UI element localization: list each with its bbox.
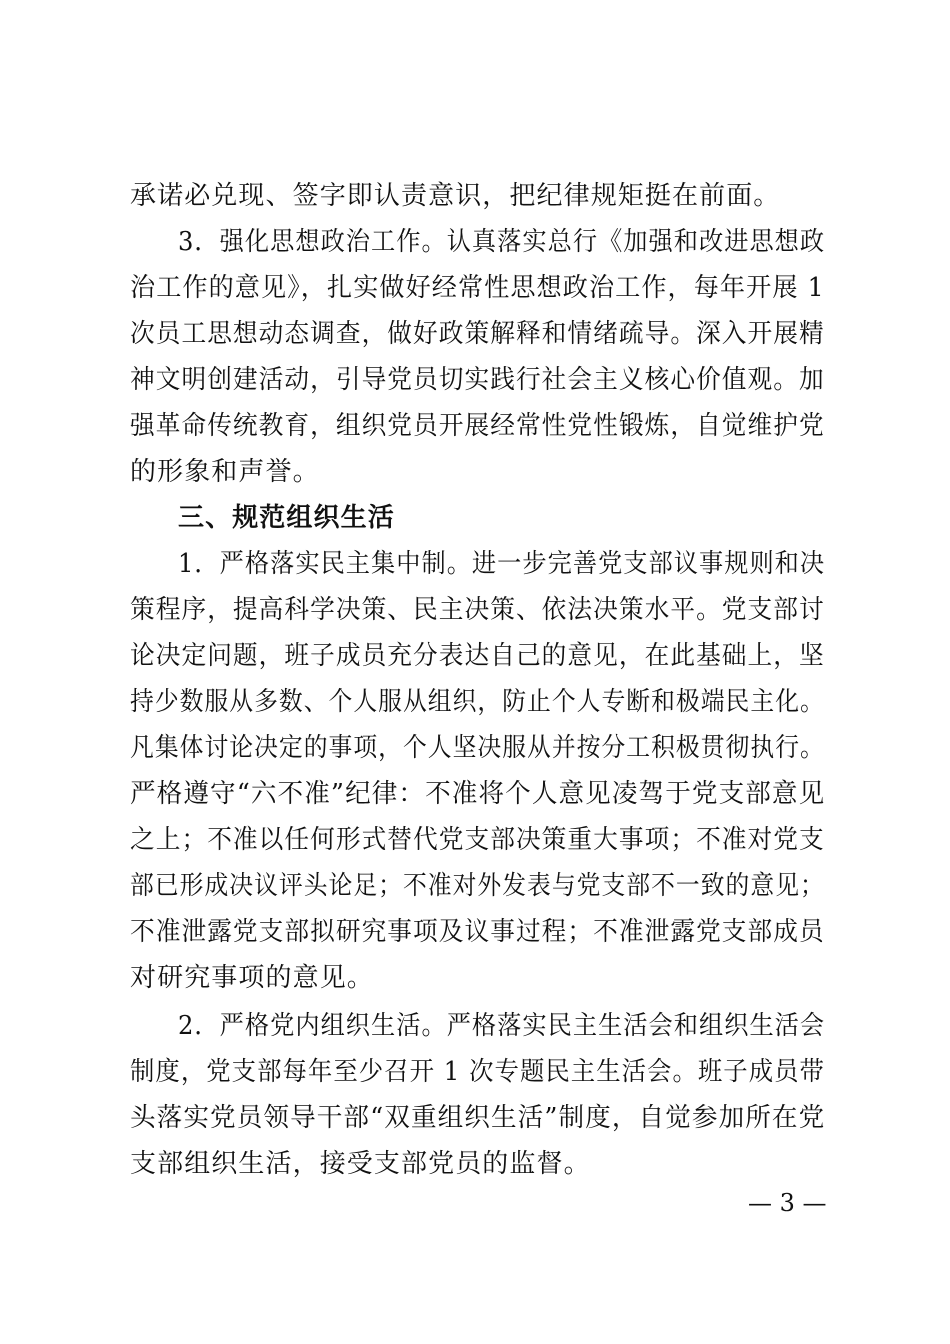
- text-line: 不准泄露党支部拟研究事项及议事过程；不准泄露党支部成员: [130, 917, 825, 947]
- text-line: 论决定问题，班子成员充分表达自己的意见，在此基础上，坚: [130, 641, 825, 671]
- text-line: 的形象和声誉。: [130, 457, 320, 487]
- section-heading: 三、规范组织生活: [178, 503, 395, 533]
- text-line: 次员工思想动态调查，做好政策解释和情绪疏导。深入开展精: [130, 319, 825, 349]
- text-line: 1．严格落实民主集中制。进一步完善党支部议事规则和决: [178, 549, 826, 579]
- text-line: 持少数服从多数、个人服从组织，防止个人专断和极端民主化。: [130, 687, 825, 717]
- text-line: 2．严格党内组织生活。严格落实民主生活会和组织生活会: [178, 1011, 826, 1041]
- text-line: 神文明创建活动，引导党员切实践行社会主义核心价值观。加: [130, 365, 825, 395]
- text-line: 支部组织生活，接受支部党员的监督。: [130, 1149, 591, 1179]
- text-line: 部已形成决议评头论足；不准对外发表与党支部不一致的意见；: [130, 871, 825, 901]
- text-line: 头落实党员领导干部“双重组织生活”制度，自觉参加所在党: [130, 1103, 826, 1133]
- text-line: 严格遵守“六不准”纪律：不准将个人意见凌驾于党支部意见: [130, 779, 826, 809]
- text-line: 制度，党支部每年至少召开 1 次专题民主生活会。班子成员带: [130, 1057, 825, 1087]
- page-number: — 3 —: [748, 1189, 827, 1217]
- text-line: 强革命传统教育，组织党员开展经常性党性锻炼，自觉维护党: [130, 411, 825, 441]
- text-line: 凡集体讨论决定的事项，个人坚决服从并按分工积极贯彻执行。: [130, 733, 825, 763]
- text-line: 治工作的意见》，扎实做好经常性思想政治工作，每年开展 1: [130, 273, 825, 303]
- text-line: 对研究事项的意见。: [130, 963, 374, 993]
- text-line: 策程序，提高科学决策、民主决策、依法决策水平。党支部讨: [130, 595, 825, 625]
- text-line: 承诺必兑现、签字即认责意识，把纪律规矩挺在前面。: [130, 181, 781, 211]
- text-line: 3．强化思想政治工作。认真落实总行《加强和改进思想政: [178, 227, 826, 257]
- text-line: 之上；不准以任何形式替代党支部决策重大事项；不准对党支: [130, 825, 825, 855]
